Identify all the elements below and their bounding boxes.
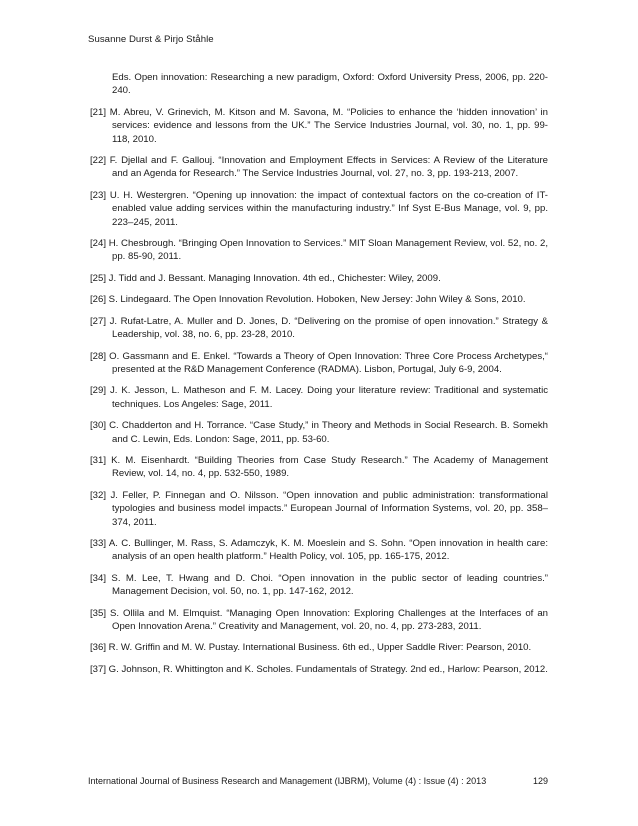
reference-entry: [34] S. M. Lee, T. Hwang and D. Choi. “Open innovation in the public sector of leading countries.” Management Decision, vol. 50, no. 1, pp. 147-162, 2012. xyxy=(90,572,548,598)
reference-entry: [35] S. Ollila and M. Elmquist. “Managing Open Innovation: Exploring Challenges at the Interfaces of an Open Innovation Arena.” Creativity and Management, vol. 20, no. 4, pp. 273-283, 2011. xyxy=(90,607,548,632)
page-number: 129 xyxy=(532,776,548,786)
reference-entry: [29] J. K. Jesson, L. Matheson and F. M. Lacey. Doing your literature review: Traditional and systematic techniques. Los Angeles: Sage, 2011. xyxy=(90,385,548,410)
reference-entry: [37] G. Johnson, R. Whittington and K. Scholes. Fundamentals of Strategy. 2nd ed., Harlow: Pearson, 2012. xyxy=(90,663,548,675)
reference-entry: [32] J. Feller, P. Finnegan and O. Nilsson. “Open innovation and public administration: transformational typologies and business model impacts.” European Journal of Information Systems, vol. 20, pp. 358–374, 2011. xyxy=(90,489,548,528)
reference-list xyxy=(90,71,548,684)
reference-entry: [31] K. M. Eisenhardt. “Building Theories from Case Study Research.” The Academy of Management Review, vol. 14, no. 4, pp. 532-550, 1989. xyxy=(90,454,548,480)
reference-entry: [24] H. Chesbrough. “Bringing Open Innovation to Services.” MIT Sloan Management Review, vol. 52, no. 2, pp. 85-90, 2011. xyxy=(90,238,548,263)
reference-entry: [23] U. H. Westergren. “Opening up innovation: the impact of contextual factors on the co-creation of IT-enabled value adding services within the manufacturing industry.” Inf Syst E-Bus Manage, vol. 9, pp. 223–245, 2011. xyxy=(90,189,548,228)
page-footer xyxy=(88,776,548,786)
reference-continuation: Eds. Open innovation: Researching a new paradigm, Oxford: Oxford University Press, 2006, pp. 220-240. xyxy=(112,72,548,97)
reference-entry: [28] O. Gassmann and E. Enkel. “Towards a Theory of Open Innovation: Three Core Process Archetypes,“ presented at the R&D Management Conference (RADMA). Lisbon, Portugal, July 6-9, 2004. xyxy=(90,350,548,375)
reference-entry: [30] C. Chadderton and H. Torrance. “Case Study,” in Theory and Methods in Social Research. B. Somekh and C. Lewin, Eds. London: Sage, 2011, pp. 53-60. xyxy=(90,420,548,445)
reference-entry: [21] M. Abreu, V. Grinevich, M. Kitson and M. Savona, M. “Policies to enhance the ‘hidden innovation’ in services: evidence and lessons from the UK.” The Service Industries Journal, vol. 30, no. 1, pp. 99-118, 2010. xyxy=(90,106,548,145)
reference-entry: [36] R. W. Griffin and M. W. Pustay. International Business. 6th ed., Upper Saddle River: Pearson, 2010. xyxy=(90,642,532,654)
running-header: Susanne Durst & Pirjo Ståhle xyxy=(88,34,214,45)
reference-entry: [26] S. Lindegaard. The Open Innovation Revolution. Hoboken, New Jersey: John Wiley & Sons, 2010. xyxy=(90,294,526,306)
footer-journal: International Journal of Business Research and Management (IJBRM), Volume (4) : Issue (4) : 2013 xyxy=(88,776,487,786)
reference-entry: [33] A. C. Bullinger, M. Rass, S. Adamczyk, K. M. Moeslein and S. Sohn. “Open innovation in health care: analysis of an open health platform.” Health Policy, vol. 105, pp. 165-175, 2012. xyxy=(90,537,548,563)
reference-entry: [22] F. Djellal and F. Gallouj. “Innovation and Employment Effects in Services: A Review of the Literature and an Agenda for Research.” The Service Industries Journal, vol. 27, no. 3, pp. 193-213, 2007. xyxy=(90,155,548,180)
reference-entry: [25] J. Tidd and J. Bessant. Managing Innovation. 4th ed., Chichester: Wiley, 2009. xyxy=(90,272,441,284)
reference-entry: [27] J. Rufat-Latre, A. Muller and D. Jones, D. “Delivering on the promise of open innovation.” Strategy & Leadership, vol. 38, no. 6, pp. 23-28, 2010. xyxy=(90,315,548,341)
